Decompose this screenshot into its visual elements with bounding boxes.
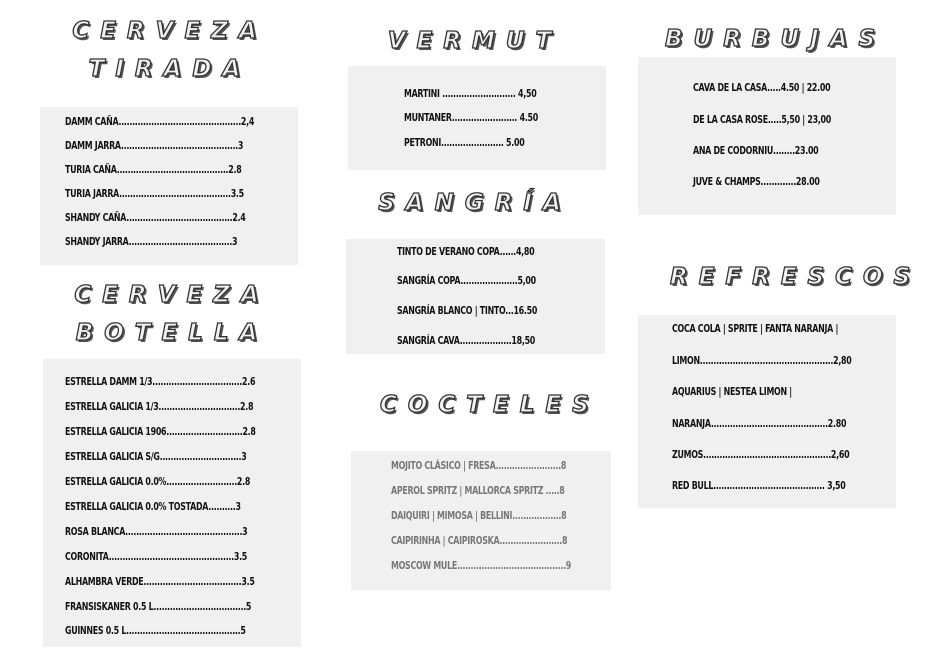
menu-item: MOJITO CLÁSICO | FRESA........................8 bbox=[391, 459, 567, 472]
menu-item: MOSCOW MULE........................................9 bbox=[391, 559, 572, 572]
menu-item: CAVA DE LA CASA.....4.50 | 22.00 bbox=[693, 81, 831, 94]
heading-vermut bbox=[375, 22, 575, 60]
heading-line: COCTELES bbox=[380, 392, 600, 418]
menu-item: CAIPIRINHA | CAIPIROSKA.......................8 bbox=[391, 534, 568, 547]
menu-item: ROSA BLANCA...........................................3 bbox=[65, 525, 248, 538]
menu-item: ZUMOS...............................................2,60 bbox=[672, 448, 850, 461]
menu-item: TURIA JARRA.........................................3.5 bbox=[65, 187, 244, 200]
menu-item: GUINNES 0.5 L..........................................5 bbox=[65, 624, 246, 637]
menu-box-burbujas bbox=[638, 57, 896, 215]
menu-box-sangria bbox=[346, 239, 605, 354]
menu-item: APEROL SPRITZ | MALLORCA SPRITZ .....8 bbox=[391, 484, 565, 497]
menu-item: SHANDY JARRA......................................3 bbox=[65, 235, 238, 248]
heading-line: CERVEZA bbox=[74, 282, 270, 308]
menu-box-cerveza-tirada bbox=[40, 107, 298, 265]
menu-item: ESTRELLA GALICIA S/G..............................3 bbox=[65, 450, 247, 463]
heading-line: CERVEZA bbox=[72, 18, 268, 44]
menu-item: COCA COLA | SPRITE | FANTA NARANJA | bbox=[672, 322, 839, 335]
menu-box-refrescos bbox=[638, 315, 896, 508]
menu-item: DAMM CAÑA.............................................2,4 bbox=[65, 115, 255, 128]
menu-item: CORONITA..............................................3.5 bbox=[65, 550, 248, 563]
menu-item: LIMON.................................................2,80 bbox=[672, 354, 852, 367]
menu-box-cocteles bbox=[351, 451, 611, 590]
menu-box-vermut bbox=[348, 66, 606, 170]
heading-line: BURBUJAS bbox=[665, 26, 887, 52]
menu-item: AQUARIUS | NESTEA LIMON | bbox=[672, 385, 792, 398]
heading-line: TIRADA bbox=[88, 56, 252, 82]
heading-burbujas bbox=[665, 20, 887, 58]
menu-box-cerveza-botella bbox=[43, 359, 301, 647]
menu-item: ESTRELLA GALICIA 1906............................2.8 bbox=[65, 425, 256, 438]
menu-item: RED BULL......................................... 3,50 bbox=[672, 479, 846, 492]
menu-item: MARTINI ........................... 4,50 bbox=[404, 87, 537, 100]
menu-item: NARANJA...........................................2.80 bbox=[672, 417, 847, 430]
heading-line: REFRESCOS bbox=[670, 264, 922, 290]
heading-cerveza-tirada bbox=[60, 12, 280, 88]
menu-item: SANGRÍA COPA.....................5,00 bbox=[397, 274, 536, 287]
menu-item: ANA DE CODORNIU........23.00 bbox=[693, 144, 819, 157]
menu-item: JUVE & CHAMPS.............28.00 bbox=[693, 175, 820, 188]
menu-item: PETRONI....................... 5.00 bbox=[404, 136, 525, 149]
menu-item: SHANDY CAÑA.......................................2.4 bbox=[65, 211, 246, 224]
menu-item: MUNTANER........................ 4.50 bbox=[404, 111, 538, 124]
menu-item: ESTRELLA DAMM 1/3.................................2.6 bbox=[65, 375, 256, 388]
menu-item: DAIQUIRI | MIMOSA | BELLINI..................8 bbox=[391, 509, 567, 522]
menu-item: TINTO DE VERANO COPA......4,80 bbox=[397, 245, 535, 258]
menu-item: DE LA CASA ROSE.....5,50 | 23,00 bbox=[693, 113, 831, 126]
heading-cerveza-botella bbox=[62, 276, 282, 352]
heading-refrescos bbox=[670, 258, 922, 296]
heading-cocteles bbox=[380, 386, 600, 424]
menu-item: SANGRÍA CAVA...................18,50 bbox=[397, 334, 536, 347]
heading-line: SANGRÍA bbox=[378, 190, 572, 216]
menu-item: TURIA CAÑA.........................................2.8 bbox=[65, 163, 242, 176]
menu-item: ESTRELLA GALICIA 0.0%..........................2.8 bbox=[65, 475, 251, 488]
menu-item: SANGRÍA BLANCO | TINTO...16.50 bbox=[397, 304, 538, 317]
menu-item: ALHAMBRA VERDE....................................3.5 bbox=[65, 575, 255, 588]
menu-item: ESTRELLA GALICIA 1/3..............................2.8 bbox=[65, 400, 254, 413]
menu-item: ESTRELLA GALICIA 0.0% TOSTADA..........3 bbox=[65, 500, 241, 513]
heading-line: VERMUT bbox=[387, 28, 563, 54]
heading-line: BOTELLA bbox=[75, 320, 269, 346]
menu-item: FRANSISKANER 0.5 L..................................5 bbox=[65, 600, 252, 613]
menu-item: DAMM JARRA...........................................3 bbox=[65, 139, 244, 152]
heading-sangria bbox=[375, 184, 575, 222]
